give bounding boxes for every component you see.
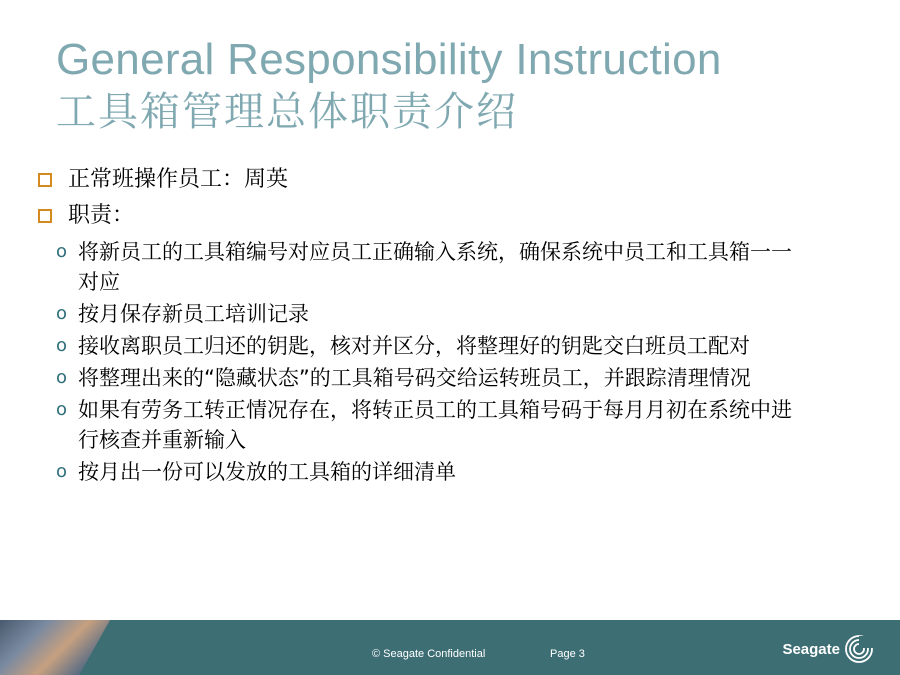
sub-bullet-item (56, 237, 836, 297)
sub-bullet-text: 将整理出来的“隐藏状态”的工具箱号码交给运转班员工，并跟踪清理情况 (78, 366, 751, 390)
page-number: Page 3 (550, 648, 585, 660)
circle-bullet-icon: o (56, 399, 68, 420)
slide-footer (0, 620, 900, 675)
square-bullet-icon (38, 209, 52, 223)
sub-bullet-item (56, 331, 836, 361)
confidential-notice: © Seagate Confidential (372, 648, 486, 660)
bullet-item (36, 201, 836, 231)
sub-bullet-item (56, 395, 836, 455)
title-chinese: 工具箱管理总体职责介绍 (56, 89, 518, 135)
seagate-logo (782, 634, 874, 664)
circle-bullet-icon: o (56, 241, 68, 262)
sub-bullet-text: 接收离职员工归还的钥匙，核对并区分，将整理好的钥匙交白班员工配对 (78, 334, 750, 358)
slide-title (56, 34, 876, 138)
sub-bullet-item (56, 299, 836, 329)
circle-bullet-icon: o (56, 461, 68, 482)
circle-bullet-icon: o (56, 303, 68, 324)
slide-content (36, 165, 836, 489)
sub-bullet-item (56, 457, 836, 487)
circle-bullet-icon: o (56, 367, 68, 388)
sub-bullet-text: 如果有劳务工转正情况存在，将转正员工的工具箱号码于每月月初在系统中进行核查并重新输入 (78, 398, 792, 452)
footer-photo (0, 620, 110, 675)
circle-bullet-icon: o (56, 335, 68, 356)
square-bullet-icon (38, 173, 52, 187)
logo-text: Seagate (782, 640, 840, 658)
bullet-text: 正常班操作员工：周英 (68, 167, 289, 192)
sub-bullet-item (56, 363, 836, 393)
sub-bullet-text: 按月保存新员工培训记录 (78, 302, 309, 326)
sub-bullet-text: 按月出一份可以发放的工具箱的详细清单 (78, 460, 456, 484)
bullet-text: 职责： (68, 203, 135, 228)
sub-bullet-text: 将新员工的工具箱编号对应员工正确输入系统，确保系统中员工和工具箱一一对应 (78, 240, 792, 294)
title-english: General Responsibility Instruction (56, 35, 722, 84)
seagate-swirl-icon (844, 634, 874, 664)
bullet-item (36, 165, 836, 195)
